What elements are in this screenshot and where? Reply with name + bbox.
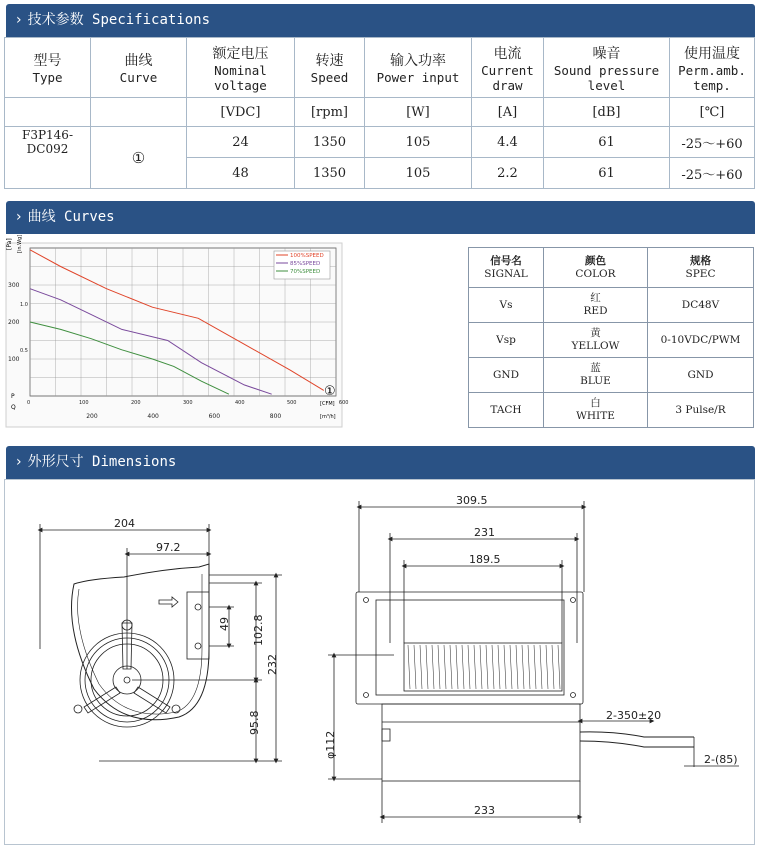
header-voltage [187, 38, 295, 98]
row1-power: 105 [365, 127, 472, 158]
row1-voltage: 24 [187, 127, 295, 158]
signal-name-tach: TACH [469, 393, 544, 428]
legend-label: 100%SPEED [290, 253, 324, 259]
x-tick-cfm-label: 500 [286, 400, 297, 406]
specs-section-title: 技术参数 Specifications [27, 12, 211, 28]
legend-label: 85%SPEED [290, 261, 321, 267]
signal-spec-tach: 3 Pulse/R [648, 393, 754, 428]
header-curve-en: Curve [119, 70, 158, 85]
dim-97-2: 97.2 [156, 541, 181, 554]
unit-speed: [rpm] [295, 98, 365, 127]
signal-header-signal [469, 248, 544, 288]
signal-header-signal-en: SIGNAL [484, 267, 528, 280]
header-temp-zh: 使用温度 [684, 45, 740, 62]
y-tick-label: 100 [8, 356, 20, 363]
header-power [365, 38, 472, 98]
x-tick-cfm-label: 600 [338, 400, 349, 406]
specs-section-header [6, 4, 755, 37]
signal-color-tach [544, 393, 648, 428]
x-tick-cfm-label: 100 [78, 400, 89, 406]
x-tick-cfm-label: 0 [27, 400, 31, 406]
x-tick-cfm-label: 300 [182, 400, 193, 406]
dim-cable-length: 2-350±20 [606, 709, 662, 722]
header-current-en2: draw [492, 77, 523, 93]
signal-header-color-en: COLOR [575, 267, 616, 280]
header-power-zh: 输入功率 [390, 53, 446, 69]
header-type [5, 38, 91, 98]
unit-temp: [℃] [670, 98, 755, 127]
signal-color-vsp-en: YELLOW [571, 340, 620, 352]
dim-232: 232 [266, 654, 279, 675]
dim-231: 231 [474, 526, 495, 539]
chart-curve-mark: ① [324, 384, 336, 399]
row2-current: 2.2 [472, 158, 544, 189]
spec-header-row [5, 38, 755, 98]
chevron-right-icon: › [16, 209, 22, 225]
header-voltage-zh: 额定电压 [212, 45, 269, 62]
header-speed [295, 38, 365, 98]
header-power-en: Power input [376, 70, 460, 85]
signal-spec-gnd: GND [648, 358, 754, 393]
x-tick-m3h-label: 400 [147, 413, 159, 420]
x-tick-cfm-label: 400 [234, 400, 245, 406]
signal-spec-vs: DC48V [648, 288, 754, 323]
row2-speed: 1350 [295, 158, 365, 189]
q-axis-label: Q [11, 404, 16, 411]
legend-label: 70%SPEED [290, 269, 321, 275]
y-tick-label: 200 [8, 319, 20, 326]
chevron-right-icon: › [16, 454, 22, 470]
dim-phi112: φ112 [324, 730, 337, 759]
header-speed-en: Speed [310, 70, 349, 85]
signal-spec-vsp: 0-10VDC/PWM [648, 323, 754, 358]
dim-49: 49 [218, 617, 231, 631]
table-row [469, 323, 754, 358]
header-voltage-en: Nominal [214, 62, 267, 78]
p-axis-label: P [11, 393, 15, 400]
y-alt-tick-label: 1.0 [20, 301, 28, 308]
row2-voltage: 48 [187, 158, 295, 189]
table-row [469, 393, 754, 428]
signal-color-vs-zh: 红 [590, 292, 601, 304]
header-current-zh: 电流 [493, 45, 522, 62]
dim-95-8: 95.8 [248, 710, 261, 735]
curves-section-title: 曲线 Curves [27, 209, 115, 225]
chevron-right-icon: › [16, 12, 22, 28]
y-tick-label: 300 [8, 282, 20, 289]
header-curve-zh: 曲线 [124, 53, 153, 69]
signal-name-vs: Vs [469, 288, 544, 323]
spec-table [4, 37, 755, 189]
x-unit-cfm-label: [CFM] [320, 401, 335, 407]
dim-wires: 2-(85) [704, 753, 738, 766]
dim-189-5: 189.5 [469, 553, 501, 566]
row1-current: 4.4 [472, 127, 544, 158]
spec-units-row [5, 98, 755, 127]
header-temp-en: Perm.amb. [678, 62, 746, 78]
performance-chart [6, 234, 349, 427]
signal-color-vs-en: RED [583, 305, 608, 317]
signal-color-gnd-zh: 蓝 [590, 362, 601, 374]
unit-current: [A] [472, 98, 544, 127]
signal-header-row [469, 248, 754, 288]
row1-speed: 1350 [295, 127, 365, 158]
header-temp [670, 38, 755, 98]
row2-noise: 61 [544, 158, 670, 189]
row2-temp: -25～+60 [670, 158, 755, 189]
signal-header-signal-zh: 信号名 [490, 254, 522, 267]
x-tick-m3h-label: 600 [208, 413, 221, 420]
signal-color-vs [544, 288, 648, 323]
signal-header-color [544, 248, 648, 288]
table-row [469, 288, 754, 323]
dim-204: 204 [114, 517, 135, 530]
header-noise-en2: level [587, 77, 626, 93]
row1-noise: 61 [544, 127, 670, 158]
curve-mark-cell: ① [91, 127, 187, 189]
signal-color-tach-zh: 白 [590, 397, 601, 409]
y-alt-tick-label: 0.5 [20, 347, 28, 354]
header-voltage-en2: voltage [214, 77, 267, 93]
row2-power: 105 [365, 158, 472, 189]
unit-noise: [dB] [544, 98, 670, 127]
units-empty-2 [91, 98, 187, 127]
signal-name-vsp: Vsp [469, 323, 544, 358]
table-row [5, 127, 755, 158]
x-tick-m3h-label: 200 [86, 413, 98, 420]
dim-233: 233 [474, 804, 495, 817]
model-cell: F3P146-DC092 [5, 127, 91, 158]
signal-color-vsp-zh: 黄 [590, 327, 601, 339]
header-noise-zh: 噪音 [592, 45, 621, 62]
model-cell-cont [5, 158, 91, 189]
header-speed-zh: 转速 [315, 53, 344, 69]
row1-temp: -25～+60 [670, 127, 755, 158]
curves-section-header [6, 201, 755, 234]
signal-color-gnd-en: BLUE [580, 375, 611, 387]
dimensions-section-title: 外形尺寸 Dimensions [27, 454, 177, 470]
header-noise-en: Sound pressure [553, 62, 660, 78]
signal-table [468, 247, 754, 428]
x-tick-cfm-label: 200 [130, 400, 141, 406]
y-unit-label: [Pa] [6, 238, 13, 250]
header-temp-en2: temp. [693, 77, 731, 93]
dimension-drawing-area [4, 479, 755, 845]
unit-voltage: [VDC] [187, 98, 295, 127]
units-empty-1 [5, 98, 91, 127]
header-noise [544, 38, 670, 98]
dimensions-section-header [6, 446, 755, 479]
signal-color-gnd [544, 358, 648, 393]
header-type-zh: 型号 [33, 53, 62, 69]
y-alt-unit-label: [in.Wg] [17, 234, 23, 253]
signal-name-gnd: GND [469, 358, 544, 393]
x-tick-m3h-label: 800 [269, 413, 282, 420]
signal-header-spec-en: SPEC [685, 267, 716, 280]
dim-102-8: 102.8 [252, 614, 265, 646]
header-curve [91, 38, 187, 98]
header-current-en: Current [481, 62, 534, 78]
signal-header-spec [648, 248, 754, 288]
signal-header-spec-zh: 规格 [690, 254, 711, 267]
x-unit-m3h-label: [m³/h] [320, 414, 336, 420]
signal-color-tach-en: WHITE [576, 410, 615, 422]
table-row [469, 358, 754, 393]
header-current [472, 38, 544, 98]
unit-power: [W] [365, 98, 472, 127]
dim-309-5: 309.5 [456, 494, 488, 507]
signal-color-vsp [544, 323, 648, 358]
header-type-en: Type [32, 70, 63, 85]
signal-header-color-zh: 颜色 [585, 254, 606, 267]
